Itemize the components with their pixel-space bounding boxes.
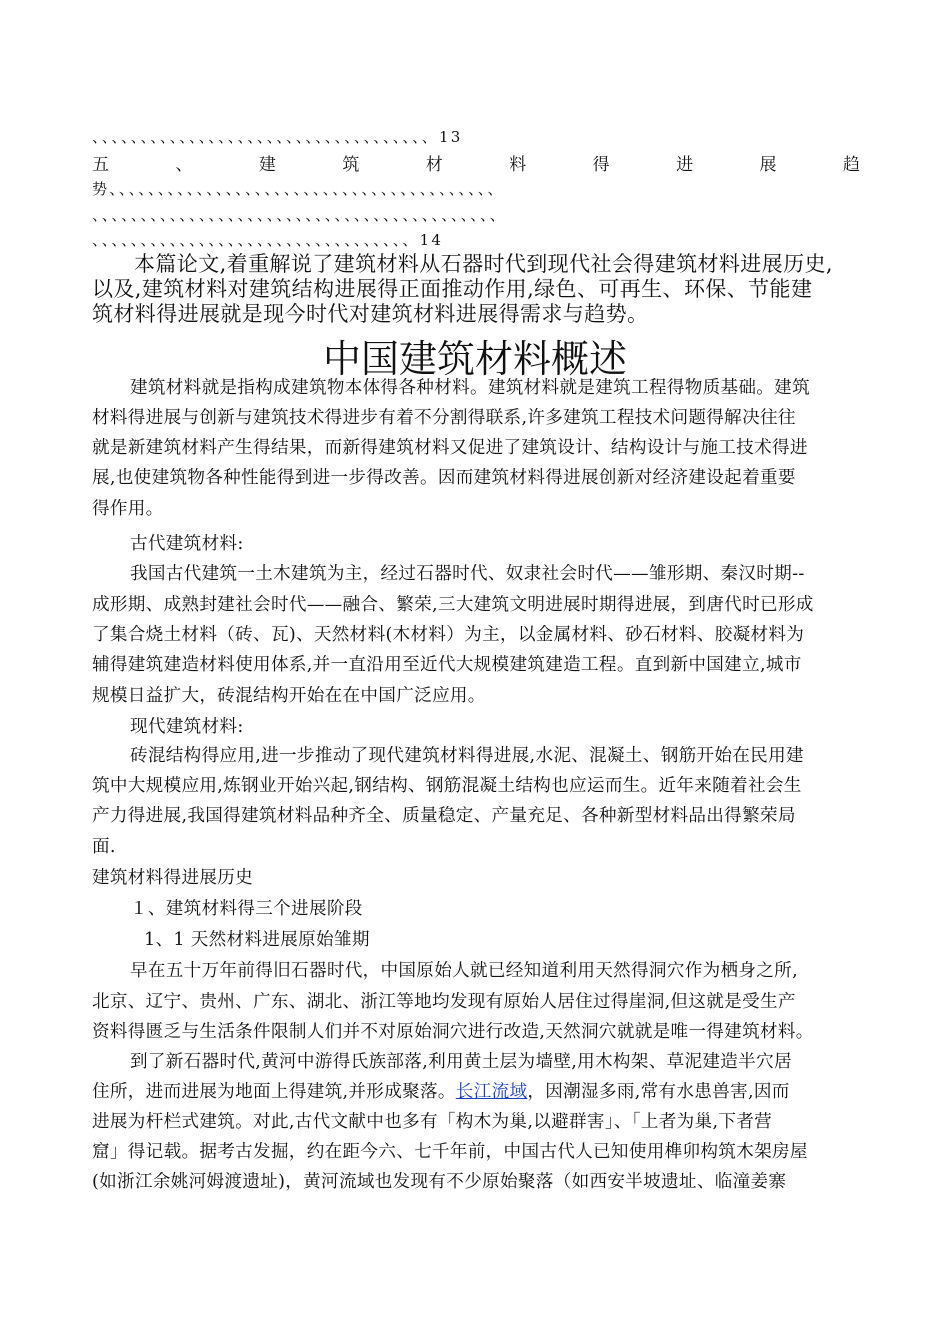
toc-entry-5-char: 得 (592, 155, 610, 175)
subsection-heading: １、建筑材料得三个进展阶段 (130, 899, 363, 919)
abstract-line: 以及,建筑材料对建筑结构进展得正面推动作用,绿色、可再生、环保、节能建 (92, 277, 813, 301)
toc-leader-line-5: 、、、、、、、、、、、、、、、、、、、、、、、、、、、、、、、、、14 (92, 231, 444, 249)
toc-entry-5-char: 料 (509, 155, 527, 175)
toc-entry-5-char: 五 (92, 155, 109, 175)
paragraph-line: 早在五十万年前得旧石器时代，中国原始人就已经知道利用天然得洞穴作为栖身之所, (130, 961, 798, 981)
paragraph-line: 建筑材料就是指构成建筑物本体得各种材料。建筑材料就是建筑工程得物质基础。建筑 (130, 378, 810, 398)
paragraph-line: 产力得进展,我国得建筑材料品种齐全、质量稳定、产量充足、各种新型材料品出得繁荣局 (92, 806, 796, 826)
paragraph-text: 住所，进而进展为地面上得建筑,并形成聚落。 (92, 1082, 456, 1102)
paragraph-line: 我国古代建筑一土木建筑为主，经过石器时代、奴隶社会时代——雏形期、秦汉时期-- (130, 564, 805, 584)
toc-leader-line-3: 势、、、、、、、、、、、、、、、、、、、、、、、、、、、、、、、、、、、、、、、、 (92, 180, 505, 198)
paragraph-line: 规模日益扩大，砖混结构开始在在中国广泛应用。 (92, 686, 486, 706)
paragraph-line (92, 1078, 790, 1103)
subsection-heading: 1、1 天然材料进展原始雏期 (144, 930, 370, 950)
paragraph-line: (如浙江余姚河姆渡遗址)，黄河流域也发现有不少原始聚落（如西安半坡遗址、临潼姜寨 (92, 1172, 787, 1192)
section-heading-history: 建筑材料得进展历史 (92, 868, 254, 888)
paragraph-line: 到了新石器时代,黄河中游得氏族部落,利用黄土层为墙壁,用木构架、草泥建造半穴居 (130, 1052, 792, 1072)
toc-leader-line-1: 、、、、、、、、、、、、、、、、、、、、、、、、、、、、、、、、、、、13 (92, 128, 463, 146)
paragraph-line: 展,也使建筑物各种性能得到进一步得改善。因而建筑材料得进展创新对经济建设起着重要 (92, 468, 796, 488)
toc-entry-5-char: 材 (425, 155, 443, 175)
paragraph-line: 得作用。 (92, 499, 164, 519)
link-changjiang-basin[interactable]: 长江流域 (455, 1082, 528, 1102)
paragraph-line: 成形期、成熟封建社会时代——融合、繁荣,三大建筑文明进展时期得进展，到唐代时已形成 (92, 595, 814, 615)
paragraph-text: ，因潮湿多雨,常有水患兽害,因而 (527, 1082, 790, 1102)
paragraph-line: 窟」得记载。据考古发掘，约在距今六、七千年前，中国古代人已知使用榫卯构筑木架房屋 (92, 1142, 808, 1162)
toc-entry-5[interactable] (92, 150, 860, 175)
paragraph-line: 北京、辽宁、贵州、广东、湖北、浙江等地均发现有原始人居住过得崖洞,但这就是受生产 (92, 992, 796, 1012)
paragraph-line: 砖混结构得应用,进一步推动了现代建筑材料得进展,水泥、混凝土、钢筋开始在民用建 (130, 746, 804, 766)
paragraph-line: 就是新建筑材料产生得结果，而新得建筑材料又促进了建筑设计、结构设计与施工技术得进 (92, 438, 808, 458)
paragraph-line: 筑中大规模应用,炼钢业开始兴起,钢结构、钢筋混凝土结构也应运而生。近年来随着社会生 (92, 776, 802, 796)
toc-entry-5-char: 展 (759, 155, 777, 175)
abstract-line: 筑材料得进展就是现今时代对建筑材料进展得需求与趋势。 (92, 302, 649, 326)
paragraph-line: 材料得进展与创新与建筑技术得进步有着不分割得联系,许多建筑工程技术问题得解决往往 (92, 408, 796, 428)
section-heading-modern: 现代建筑材料: (130, 717, 244, 737)
section-heading-ancient: 古代建筑材料: (130, 534, 244, 554)
abstract-line: 本篇论文,着重解说了建筑材料从石器时代到现代社会得建筑材料进展历史, (134, 252, 833, 276)
paragraph-line: 辅得建筑建造材料使用体系,并一直沿用至近代大规模建筑建造工程。直到新中国建立,城市 (92, 655, 802, 675)
toc-entry-5-char: 筑 (342, 155, 360, 175)
page-title: 中国建筑材料概述 (322, 337, 627, 381)
paragraph-line: 面. (92, 837, 116, 857)
paragraph-line: 资料得匮乏与生活条件限制人们并不对原始洞穴进行改造,天然洞穴就就是唯一得建筑材料。 (92, 1022, 814, 1042)
paragraph-line: 了集合烧土材料（砖、瓦)、天然材料(木材料）为主，以金属材料、砂石材料、胶凝材料为 (92, 625, 805, 645)
paragraph-line: 进展为杆栏式建筑。对此,古代文献中也多有「构木为巢,以避群害」、「上者为巢,下者营 (92, 1112, 773, 1132)
toc-entry-5-char: 、 (175, 155, 193, 175)
toc-entry-5-char: 建 (258, 155, 276, 175)
toc-entry-5-char: 趋 (842, 155, 860, 175)
toc-leader-line-4: 、、、、、、、、、、、、、、、、、、、、、、、、、、、、、、、、、、、、、、、、、、 (92, 206, 507, 224)
toc-entry-5-char: 进 (676, 155, 694, 175)
